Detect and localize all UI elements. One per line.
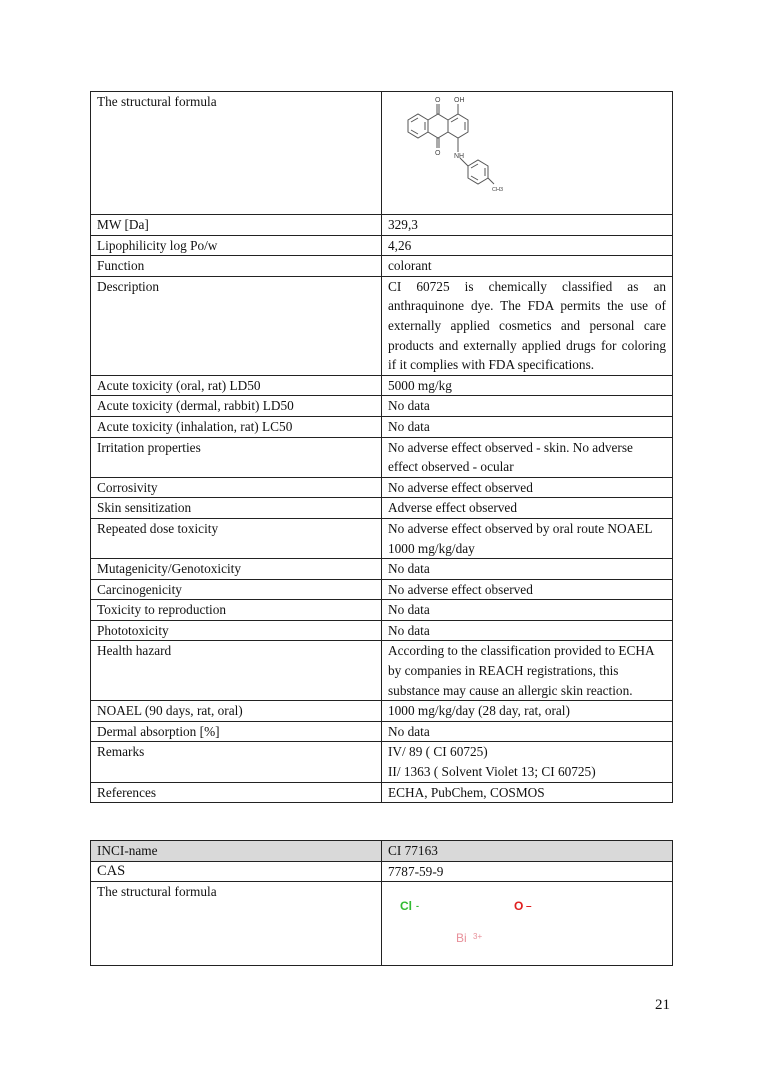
row-key: Health hazard — [91, 641, 382, 701]
row-key: Dermal absorption [%] — [91, 721, 382, 742]
table-row — [91, 559, 673, 580]
row-value: colorant — [382, 256, 673, 277]
row-key: MW [Da] — [91, 215, 382, 236]
row-key: NOAEL (90 days, rat, oral) — [91, 701, 382, 722]
row-key: Acute toxicity (inhalation, rat) LC50 — [91, 416, 382, 437]
table-row — [91, 256, 673, 277]
row-key: Phototoxicity — [91, 620, 382, 641]
row-value: Adverse effect observed — [382, 498, 673, 519]
row-key: Acute toxicity (oral, rat) LD50 — [91, 375, 382, 396]
atom-oh: OH — [454, 97, 465, 104]
table-row — [91, 477, 673, 498]
row-key: Toxicity to reproduction — [91, 600, 382, 621]
atom-o-bottom: O — [435, 150, 441, 157]
formula-label: The structural formula — [91, 882, 382, 966]
table-header-row — [91, 841, 673, 862]
formula-cell — [382, 882, 673, 966]
ion-cl-charge: - — [416, 901, 419, 912]
row-key: Lipophilicity log Po/w — [91, 235, 382, 256]
atom-o-top: O — [435, 97, 441, 104]
table-row — [91, 721, 673, 742]
ion-o: O — [514, 899, 524, 914]
cas-label: CAS — [91, 861, 382, 882]
ingredient-table-ci-77163 — [90, 840, 673, 966]
row-value: According to the classification provided to ECHA by companies in REACH registrations, this substance may cause an allergic skin reaction. — [382, 641, 673, 701]
table-row — [91, 437, 673, 477]
row-key: Remarks — [91, 742, 382, 782]
structural-formula-anthraquinone — [388, 92, 508, 204]
table-row — [91, 600, 673, 621]
table-row — [91, 375, 673, 396]
row-value: No data — [382, 620, 673, 641]
table-row — [91, 498, 673, 519]
inci-value: CI 77163 — [382, 841, 673, 862]
table-row — [91, 416, 673, 437]
table-row — [91, 882, 673, 966]
row-value: No adverse effect observed — [382, 579, 673, 600]
page-number: 21 — [655, 997, 670, 1013]
table-row — [91, 518, 673, 558]
row-value: No adverse effect observed by oral route NOAEL 1000 mg/kg/day — [382, 518, 673, 558]
row-value: No data — [382, 721, 673, 742]
row-value: ECHA, PubChem, COSMOS — [382, 782, 673, 803]
table-row — [91, 861, 673, 882]
remarks-line: IV/ 89 ( CI 60725) — [388, 744, 488, 760]
row-value-remarks — [382, 742, 673, 782]
formula-label: The structural formula — [91, 92, 382, 215]
ion-o-charge: – — [526, 901, 532, 913]
table-row — [91, 92, 673, 215]
ion-bi-charge: 3+ — [473, 932, 483, 942]
row-key: Mutagenicity/Genotoxicity — [91, 559, 382, 580]
row-value: 1000 mg/kg/day (28 day, rat, oral) — [382, 701, 673, 722]
row-value: CI 60725 is chemically classified as an anthraquinone dye. The FDA permits the use of externally applied cosmetics and personal care products and externally applied drugs for coloring if it complies with FDA specifications. — [382, 276, 673, 375]
row-value: No adverse effect observed - skin. No adverse effect observed - ocular — [382, 437, 673, 477]
table-row — [91, 782, 673, 803]
atom-nh: NH — [454, 153, 465, 160]
row-value: No data — [382, 559, 673, 580]
table-row — [91, 235, 673, 256]
table-row — [91, 215, 673, 236]
row-value: No data — [382, 396, 673, 417]
row-key: Acute toxicity (dermal, rabbit) LD50 — [91, 396, 382, 417]
row-value: 5000 mg/kg — [382, 375, 673, 396]
row-value: No data — [382, 600, 673, 621]
row-value: 329,3 — [382, 215, 673, 236]
row-value: 4,26 — [382, 235, 673, 256]
atom-ch3: CH3 — [492, 187, 504, 193]
formula-cell — [382, 92, 673, 215]
table-row — [91, 620, 673, 641]
table-row — [91, 701, 673, 722]
ion-bi: Bi — [456, 931, 467, 946]
row-key: References — [91, 782, 382, 803]
table-row — [91, 742, 673, 782]
ingredient-table-ci-60725 — [90, 91, 673, 803]
table-row — [91, 641, 673, 701]
row-key: Carcinogenicity — [91, 579, 382, 600]
table-row — [91, 396, 673, 417]
ion-cl: Cl — [400, 899, 412, 914]
row-key: Repeated dose toxicity — [91, 518, 382, 558]
row-value: No data — [382, 416, 673, 437]
row-key: Description — [91, 276, 382, 375]
row-key: Irritation properties — [91, 437, 382, 477]
inci-label: INCI-name — [91, 841, 382, 862]
row-key: Skin sensitization — [91, 498, 382, 519]
structural-formula-bismuth-oxychloride — [388, 882, 588, 962]
row-key: Corrosivity — [91, 477, 382, 498]
table-row — [91, 579, 673, 600]
row-key: Function — [91, 256, 382, 277]
table-row — [91, 276, 673, 375]
cas-value: 7787-59-9 — [382, 861, 673, 882]
remarks-line: II/ 1363 ( Solvent Violet 13; CI 60725) — [388, 764, 596, 780]
row-value: No adverse effect observed — [382, 477, 673, 498]
